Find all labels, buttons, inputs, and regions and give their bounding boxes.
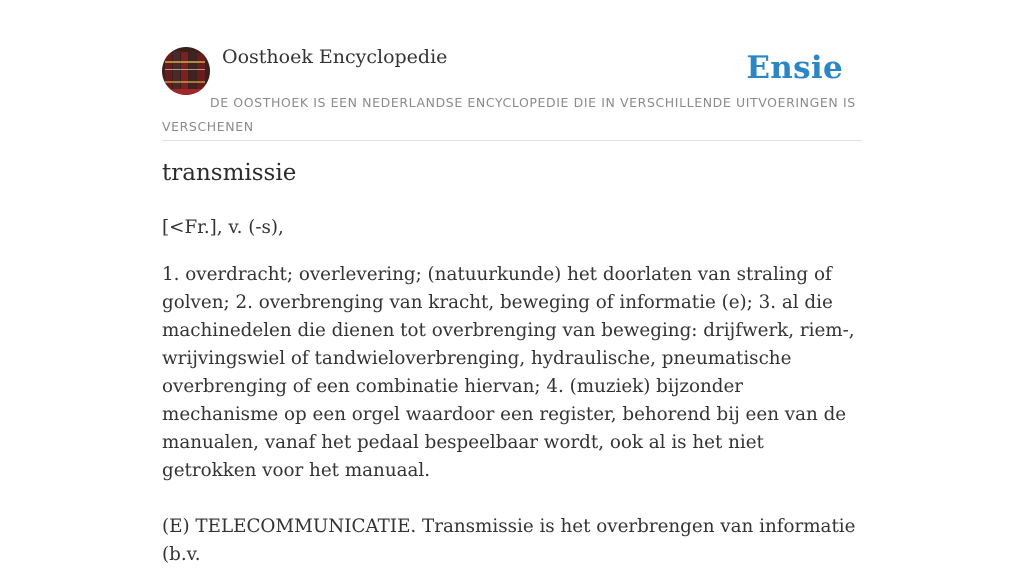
entry-etymology: [<Fr.], v. (-s), xyxy=(162,217,284,238)
page-container xyxy=(162,0,862,565)
entry-section-telecommunicatie: (E) TELECOMMUNICATIE. Transmissie is het overbrengen van informatie (b.v. xyxy=(162,516,856,565)
entry-title: transmissie xyxy=(162,160,297,186)
ensie-brand-logo[interactable]: Ensie xyxy=(746,50,843,86)
entry-definition: 1. overdracht; overlevering; (natuurkunde) het doorlaten van straling of golven; 2. overbrenging van kracht, beweging of informatie (e); 3. al die machinedelen die dienen tot overbrenging van beweging: drijfwerk, riem-, wrijvingswiel of tandwieloverbrenging, hydraulische, pneumatische overbrenging of een combinatie hiervan; 4. (muziek) bijzonder mechanisme op een orgel waardoor een register, behorend bij een van de manualen, vanaf het pedaal bespeelbaar wordt, ook al is het niet getrokken voor het manuaal. xyxy=(162,264,855,481)
book-spines-icon xyxy=(162,47,210,95)
source-avatar[interactable] xyxy=(162,47,210,95)
entry-content xyxy=(162,214,862,569)
source-title-link[interactable]: Oosthoek Encyclopedie xyxy=(222,46,448,68)
source-header xyxy=(162,0,862,141)
source-description: DE OOSTHOEK IS EEN NEDERLANDSE ENCYCLOPEDIE DIE IN VERSCHILLENDE UITVOERINGEN IS VERSCHENEN xyxy=(162,95,856,134)
